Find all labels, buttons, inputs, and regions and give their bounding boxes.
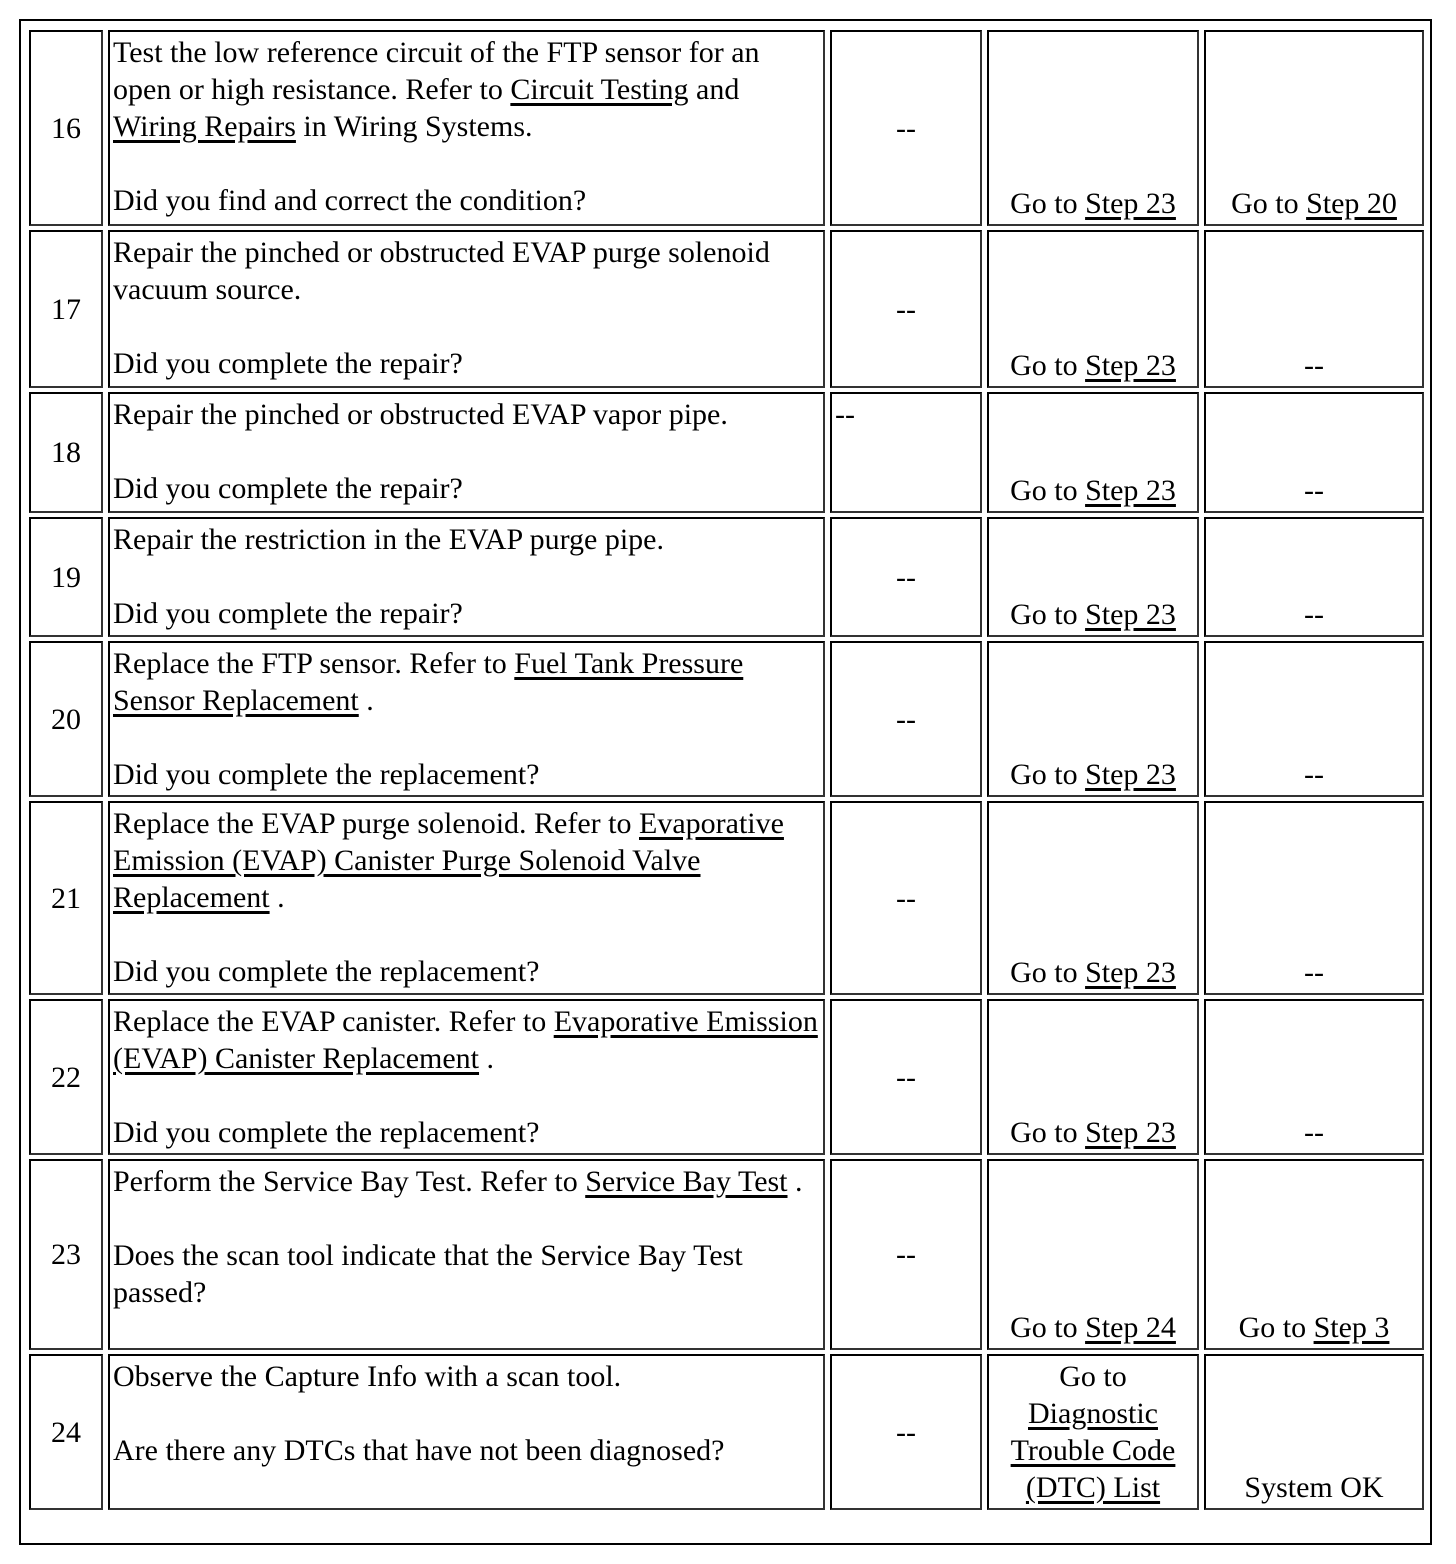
reference-link[interactable]: Step 23	[1085, 956, 1176, 989]
text-segment: Repair the pinched or obstructed EVAP purge solenoid vacuum source.	[113, 236, 770, 306]
reference-link[interactable]: Service Bay Test	[585, 1165, 788, 1198]
no-action	[1204, 1159, 1424, 1350]
text-segment: Go to	[1010, 187, 1086, 220]
text-segment: System OK	[1244, 1471, 1384, 1504]
text-segment: in Wiring Systems.	[295, 110, 533, 143]
step-number: 23	[29, 1159, 103, 1350]
step-instruction	[113, 398, 728, 431]
step-number: 19	[29, 517, 103, 637]
reference-link[interactable]: Diagnostic Trouble Code (DTC) List	[1010, 1397, 1176, 1504]
yes-action	[987, 999, 1199, 1155]
text-segment: --	[1304, 758, 1324, 791]
text-segment: Go to	[1010, 956, 1086, 989]
step-action	[108, 30, 825, 226]
no-action	[1204, 999, 1424, 1155]
text-segment: .	[479, 1042, 495, 1075]
step-value: --	[830, 801, 982, 995]
step-question: Did you complete the replacement?	[113, 758, 540, 791]
table-row	[29, 392, 1424, 513]
reference-link[interactable]: Step 23	[1085, 758, 1176, 791]
text-segment: Go to	[1010, 474, 1086, 507]
reference-link[interactable]: Step 23	[1085, 598, 1176, 631]
step-instruction	[113, 1360, 621, 1393]
yes-action	[987, 641, 1199, 797]
step-instruction	[113, 236, 770, 306]
step-number: 22	[29, 999, 103, 1155]
step-value: --	[830, 641, 982, 797]
text-segment: Repair the pinched or obstructed EVAP vapor pipe.	[113, 398, 728, 431]
no-action	[1204, 641, 1424, 797]
text-segment: Repair the restriction in the EVAP purge pipe.	[113, 523, 665, 556]
step-number: 16	[29, 30, 103, 226]
reference-link[interactable]: Step 20	[1306, 187, 1397, 220]
text-segment: and	[688, 73, 740, 106]
step-question: Are there any DTCs that have not been diagnosed?	[113, 1434, 725, 1467]
yes-action	[987, 517, 1199, 637]
table-row	[29, 801, 1424, 995]
step-number: 18	[29, 392, 103, 513]
no-action	[1204, 230, 1424, 388]
text-segment: --	[1304, 349, 1324, 382]
step-question: Did you complete the repair?	[113, 472, 463, 505]
step-question: Did you complete the repair?	[113, 347, 463, 380]
yes-action	[987, 1159, 1199, 1350]
yes-action	[987, 392, 1199, 513]
step-instruction	[113, 647, 743, 717]
reference-link[interactable]: Step 23	[1085, 187, 1176, 220]
no-action	[1204, 517, 1424, 637]
reference-link[interactable]: Step 23	[1085, 349, 1176, 382]
step-number: 24	[29, 1354, 103, 1510]
table-row	[29, 641, 1424, 797]
step-number: 20	[29, 641, 103, 797]
reference-link[interactable]: Circuit Testing	[510, 73, 689, 106]
yes-action	[987, 1354, 1199, 1510]
text-segment: Test the low reference circuit of the FTP sensor for an open or high resistance. Refer to	[113, 36, 760, 106]
text-segment: Go to	[1059, 1360, 1127, 1393]
text-segment: --	[1304, 1116, 1324, 1149]
text-segment: Go to	[1010, 349, 1086, 382]
reference-link[interactable]: Evaporative Emission (EVAP) Canister Replacement	[113, 1005, 818, 1075]
step-instruction	[113, 36, 760, 143]
text-segment: Go to	[1231, 187, 1307, 220]
step-action	[108, 392, 825, 513]
reference-link[interactable]: Evaporative Emission (EVAP) Canister Purge Solenoid Valve Replacement	[113, 807, 784, 914]
step-number: 17	[29, 230, 103, 388]
no-action	[1204, 30, 1424, 226]
text-segment: Perform the Service Bay Test. Refer to	[113, 1165, 586, 1198]
step-question: Did you complete the replacement?	[113, 1116, 540, 1149]
step-instruction	[113, 523, 664, 556]
step-value: --	[830, 392, 982, 513]
table-row	[29, 999, 1424, 1155]
step-value: --	[830, 999, 982, 1155]
text-segment: Go to	[1010, 758, 1086, 791]
step-question: Did you find and correct the condition?	[113, 184, 587, 217]
text-segment: --	[1304, 956, 1324, 989]
table-row	[29, 230, 1424, 388]
step-action	[108, 517, 825, 637]
table-row	[29, 1354, 1424, 1510]
reference-link[interactable]: Step 24	[1085, 1311, 1176, 1344]
step-action	[108, 230, 825, 388]
diagnostic-steps-table	[24, 26, 1429, 1514]
table-row	[29, 30, 1424, 226]
text-segment: .	[269, 881, 285, 914]
text-segment: --	[1304, 598, 1324, 631]
step-value: --	[830, 30, 982, 226]
text-segment: Replace the EVAP purge solenoid. Refer to	[113, 807, 639, 840]
text-segment: Go to	[1010, 598, 1086, 631]
yes-action	[987, 801, 1199, 995]
text-segment: Go to	[1238, 1311, 1314, 1344]
reference-link[interactable]: Step 23	[1085, 1116, 1176, 1149]
step-instruction	[113, 1165, 803, 1198]
table-row	[29, 1159, 1424, 1350]
reference-link[interactable]: Step 3	[1313, 1311, 1390, 1344]
text-segment: .	[358, 684, 374, 717]
text-segment: Replace the EVAP canister. Refer to	[113, 1005, 554, 1038]
step-action	[108, 999, 825, 1155]
no-action	[1204, 392, 1424, 513]
step-value: --	[830, 230, 982, 388]
step-question: Does the scan tool indicate that the Service Bay Test passed?	[113, 1239, 743, 1309]
step-action	[108, 641, 825, 797]
no-action	[1204, 1354, 1424, 1510]
no-action	[1204, 801, 1424, 995]
step-instruction	[113, 807, 784, 914]
reference-link[interactable]: Fuel Tank Pressure Sensor Replacement	[113, 647, 744, 717]
reference-link[interactable]: Step 23	[1085, 474, 1176, 507]
step-instruction	[113, 1005, 818, 1075]
step-question: Did you complete the replacement?	[113, 955, 540, 988]
text-segment: --	[1304, 474, 1324, 507]
text-segment: Go to	[1010, 1116, 1086, 1149]
step-action	[108, 1354, 825, 1510]
steps-body	[29, 30, 1424, 1510]
step-value: --	[830, 517, 982, 637]
step-number: 21	[29, 801, 103, 995]
step-question: Did you complete the repair?	[113, 597, 463, 630]
text-segment: Go to	[1010, 1311, 1086, 1344]
text-segment: Replace the FTP sensor. Refer to	[113, 647, 515, 680]
table-row	[29, 517, 1424, 637]
text-segment: Observe the Capture Info with a scan tool.	[113, 1360, 622, 1393]
step-action	[108, 801, 825, 995]
step-value: --	[830, 1159, 982, 1350]
step-value: --	[830, 1354, 982, 1510]
step-action	[108, 1159, 825, 1350]
yes-action	[987, 30, 1199, 226]
reference-link[interactable]: Wiring Repairs	[113, 110, 296, 143]
yes-action	[987, 230, 1199, 388]
text-segment: .	[787, 1165, 803, 1198]
